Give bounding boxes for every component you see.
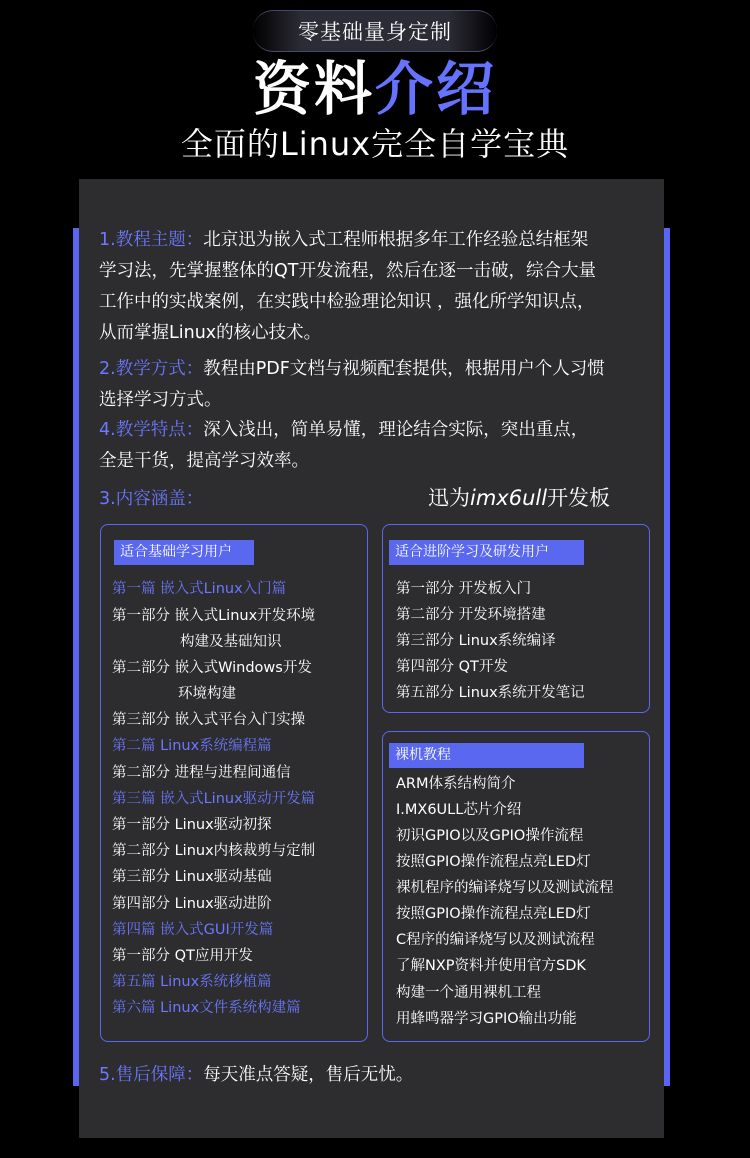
advanced-line: 第二部分 开发环境搭建 [396, 607, 546, 623]
topic-label: 1.教程主题： [99, 230, 204, 250]
basic-line: 第二部分 嵌入式Windows开发 [112, 660, 312, 676]
features-line1: 深入浅出，简单易懂，理论结合实际，突出重点， [203, 420, 589, 440]
advanced-line: 第五部分 Linux系统开发笔记 [396, 685, 585, 701]
basic-line: 环境构建 [178, 686, 236, 702]
basic-line: 第一部分 Linux驱动初探 [112, 817, 272, 833]
basic-line: 构建及基础知识 [180, 634, 282, 650]
basic-users-tag: 适合基础学习用户 [114, 540, 254, 565]
baremetal-line: I.MX6ULL芯片介绍 [396, 802, 522, 818]
topic-section [99, 225, 659, 349]
top-pill-banner [253, 10, 497, 52]
board-model: imx6ull [470, 486, 548, 510]
basic-line: 第三篇 嵌入式Linux驱动开发篇 [112, 791, 316, 807]
basic-line: 第五篇 Linux系统移植篇 [112, 974, 272, 990]
advanced-users-tag: 适合进阶学习及研发用户 [389, 540, 584, 565]
baremetal-line: 了解NXP资料并使用官方SDK [396, 958, 586, 974]
method-line2: 选择学习方式。 [99, 390, 222, 410]
baremetal-line: 按照GPIO操作流程点亮LED灯 [396, 906, 591, 922]
board-title [428, 481, 610, 515]
board-prefix: 迅为 [428, 486, 470, 510]
basic-line: 第二部分 Linux内核裁剪与定制 [112, 843, 316, 859]
title-part2: 介绍 [375, 55, 498, 123]
basic-line: 第一篇 嵌入式Linux入门篇 [112, 581, 287, 597]
features-line2: 全是干货，提高学习效率。 [99, 451, 309, 471]
baremetal-tag: 裸机教程 [389, 743, 584, 768]
basic-line: 第四部分 Linux驱动进阶 [112, 896, 272, 912]
topic-line4: 从而掌握Linux的核心技术。 [99, 323, 322, 343]
method-label: 2.教学方式： [99, 359, 204, 379]
advanced-line: 第四部分 QT开发 [396, 659, 508, 675]
basic-line: 第三部分 嵌入式平台入门实操 [112, 712, 306, 728]
baremetal-line: 裸机程序的编译烧写以及测试流程 [396, 880, 614, 896]
baremetal-line: 按照GPIO操作流程点亮LED灯 [396, 854, 591, 870]
coverage-label: 3.内容涵盖： [99, 489, 204, 509]
baremetal-line: 用蜂鸣器学习GPIO输出功能 [396, 1011, 577, 1027]
basic-line: 第一部分 嵌入式Linux开发环境 [112, 608, 316, 624]
topic-line1: 北京迅为嵌入式工程师根据多年工作经验总结框架 [203, 230, 589, 250]
right-accent-bar [664, 228, 670, 1086]
advanced-line: 第三部分 Linux系统编译 [396, 633, 556, 649]
basic-line: 第二部分 进程与进程间通信 [112, 765, 291, 781]
advanced-line: 第一部分 开发板入门 [396, 581, 532, 597]
page-title [0, 54, 750, 124]
title-part1: 资料 [252, 55, 375, 123]
topic-line2: 学习法，先掌握整体的QT开发流程，然后在逐一击破，综合大量 [99, 261, 596, 281]
topic-line3: 工作中的实战案例，在实践中检验理论知识 ，强化所学知识点， [99, 292, 595, 312]
page-subtitle: 全面的Linux完全自学宝典 [180, 125, 570, 163]
baremetal-line: 初识GPIO以及GPIO操作流程 [396, 828, 584, 844]
aftersale-section [99, 1060, 413, 1091]
pill-text: 零基础量身定制 [298, 20, 452, 44]
basic-line: 第一部分 QT应用开发 [112, 948, 253, 964]
method-section [99, 354, 659, 416]
baremetal-line: 构建一个通用裸机工程 [396, 985, 541, 1001]
features-label: 4.教学特点： [99, 420, 204, 440]
baremetal-line: C程序的编译烧写以及测试流程 [396, 932, 595, 948]
basic-line: 第三部分 Linux驱动基础 [112, 869, 272, 885]
board-suffix: 开发板 [547, 486, 611, 510]
baremetal-line: ARM体系结构简介 [396, 776, 516, 792]
method-line1: 教程由PDF文档与视频配套提供，根据用户个人习惯 [203, 359, 605, 379]
aftersale-text: 每天准点答疑，售后无忧。 [203, 1065, 414, 1085]
aftersale-label: 5.售后保障： [99, 1065, 204, 1085]
left-accent-bar [73, 228, 79, 1086]
basic-line: 第二篇 Linux系统编程篇 [112, 738, 272, 754]
basic-line: 第六篇 Linux文件系统构建篇 [112, 1000, 301, 1016]
basic-line: 第四篇 嵌入式GUI开发篇 [112, 922, 274, 938]
features-section [99, 415, 659, 477]
